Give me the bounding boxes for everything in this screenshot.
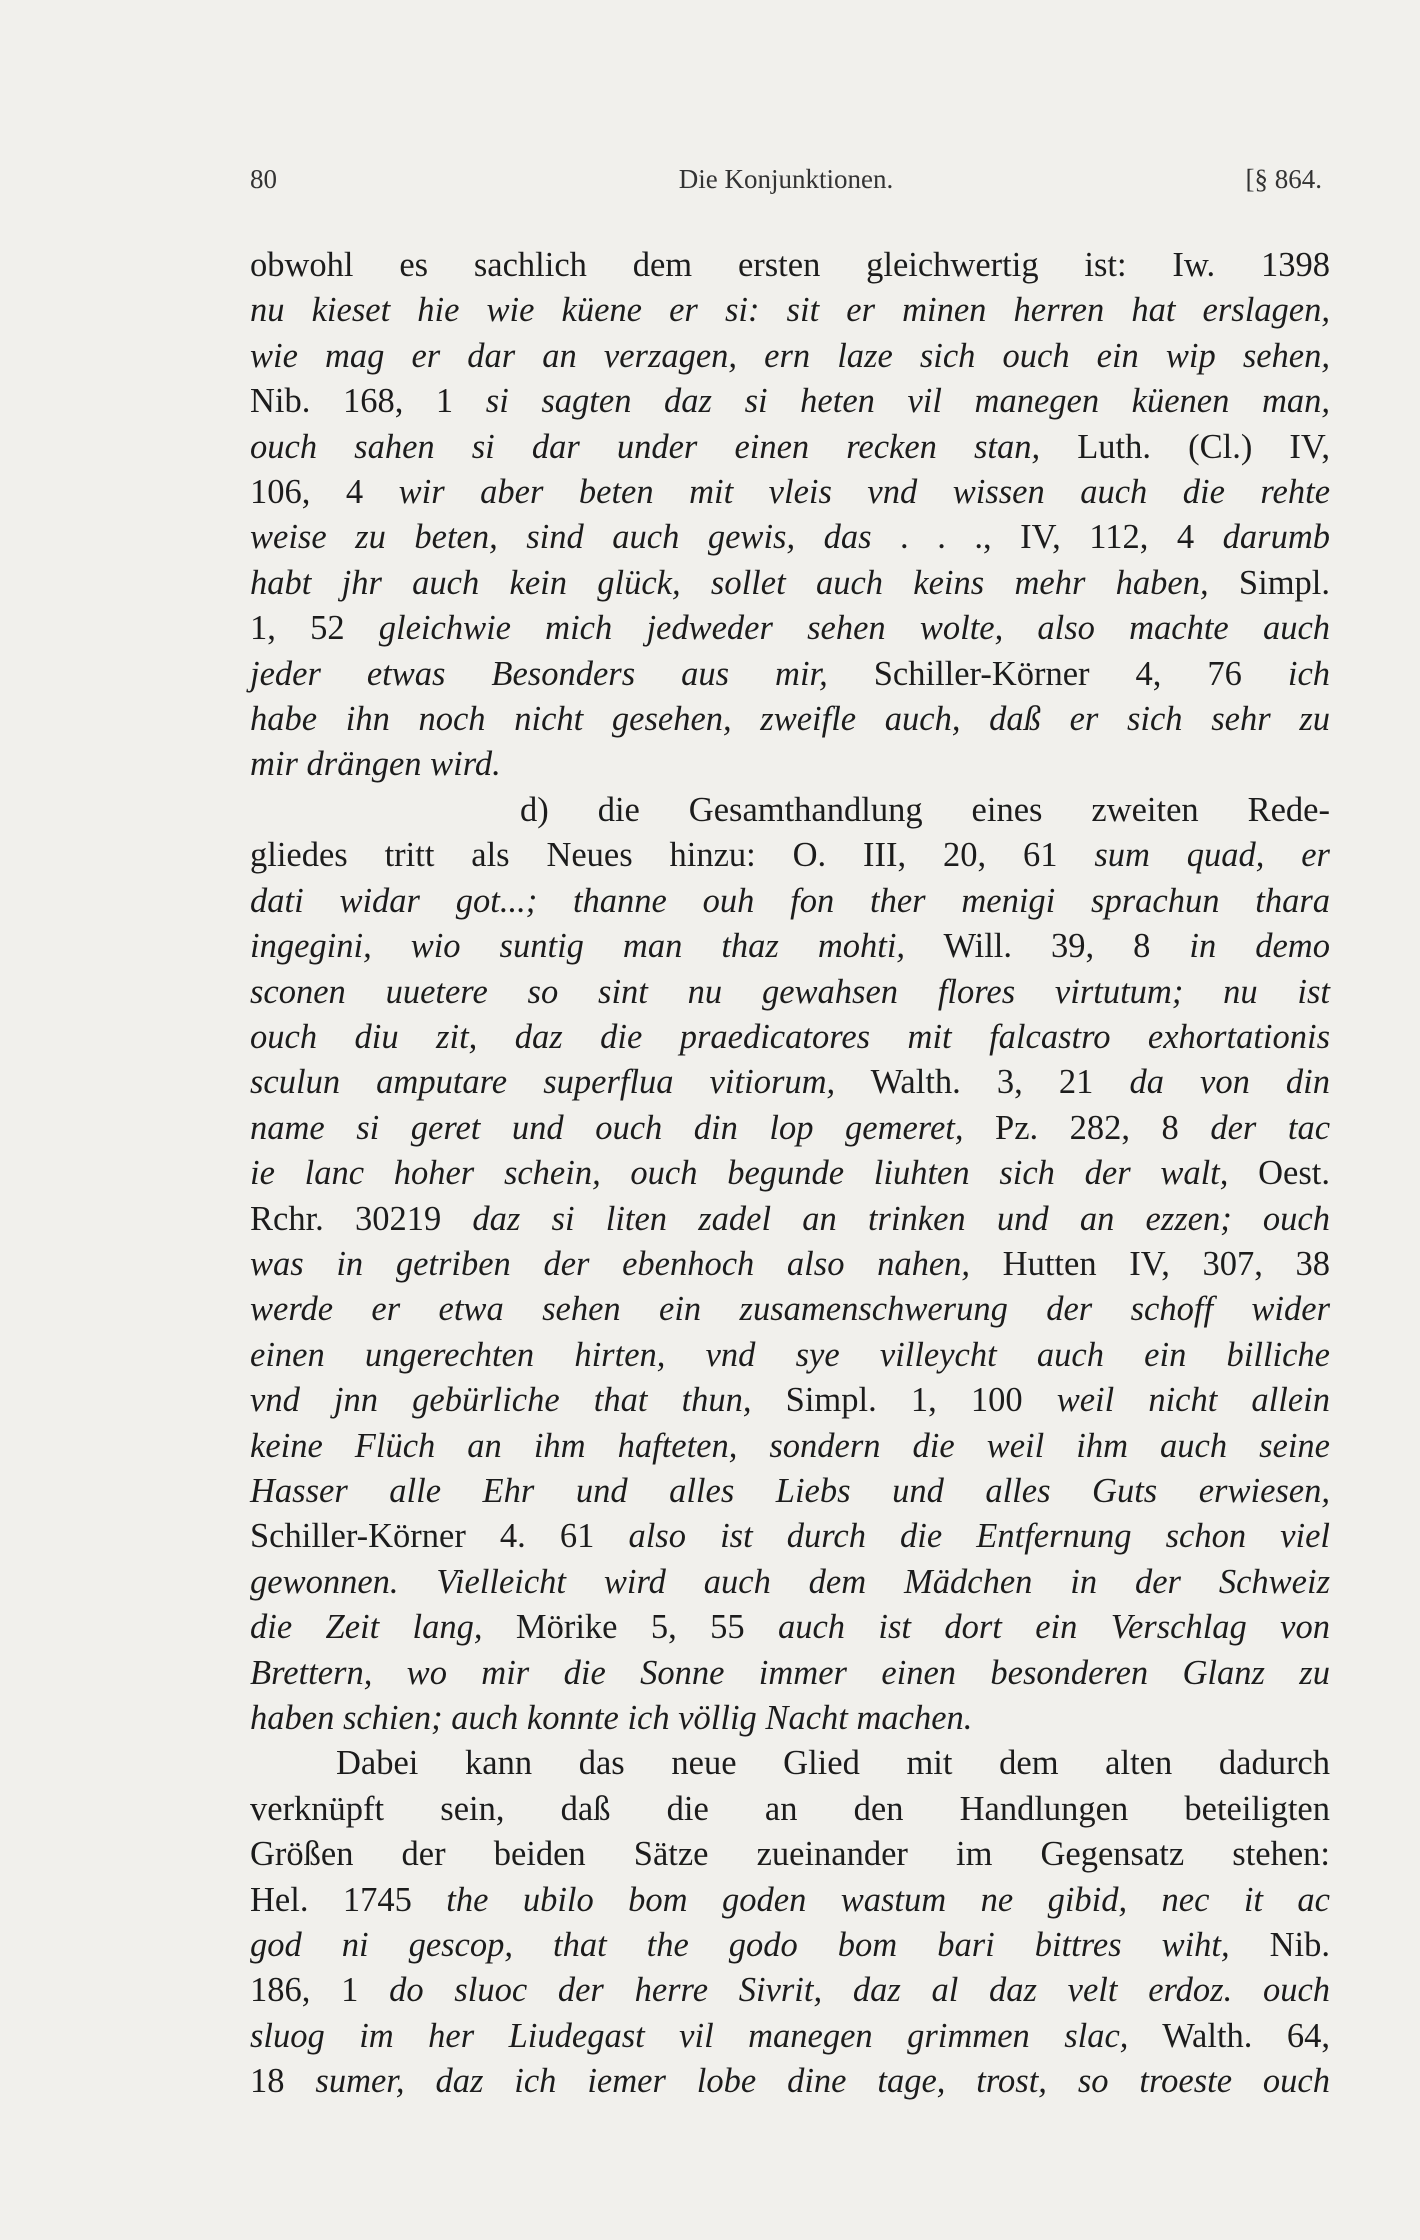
text-segment: Oest. [1228, 1154, 1330, 1193]
quotation-segment: sluog im her Liudegast vil manegen grimmen slac, [250, 2016, 1129, 2055]
text-line [250, 606, 1330, 651]
quotation-segment: in demo [1189, 927, 1330, 966]
text-segment: verknüpft sein, daß die an den Handlungen beteiligten [250, 1789, 1330, 1828]
text-line [250, 1696, 1330, 1741]
text-segment: Simpl. [1208, 563, 1330, 602]
text-line [250, 1878, 1330, 1923]
text-line [250, 1787, 1330, 1832]
text-line [250, 742, 1330, 787]
quotation-segment: gewonnen. Vielleicht wird auch dem Mädchen in der Schweiz [250, 1562, 1330, 1601]
text-segment: 186, 1 [250, 1971, 390, 2010]
text-segment: Walth. 64, [1128, 2016, 1330, 2055]
text-segment: Nib. [1229, 1926, 1331, 1965]
text-line [250, 1060, 1330, 1105]
quotation-segment: sculun amputare superflua vitiorum, [250, 1063, 836, 1102]
text-line [250, 334, 1330, 379]
text-line [250, 561, 1330, 606]
quotation-segment: si sagten daz si heten vil manegen küenen man, [485, 382, 1330, 421]
text-segment: Hutten IV, 307, 38 [970, 1244, 1330, 1283]
quotation-segment: Hasser alle Ehr und alles Liebs und alles Guts erwiesen, [250, 1471, 1330, 1510]
quotation-segment: habt jhr auch kein glück, sollet auch keins mehr haben, [250, 563, 1209, 602]
text-line [250, 425, 1330, 470]
quotation-segment: sumer, daz ich iemer lobe dine tage, trost, so troeste ouch [315, 2062, 1330, 2101]
text-segment: obwohl es sachlich dem ersten gleichwertig ist: Iw. 1398 [250, 246, 1330, 284]
quotation-segment: ie lanc hoher schein, ouch begunde liuhten sich der walt, [250, 1154, 1229, 1193]
text-segment: 106, 4 [250, 473, 399, 512]
text-line [250, 1015, 1330, 1060]
text-segment: 18 [250, 2062, 316, 2101]
text-line [250, 243, 1330, 288]
text-line [250, 1333, 1330, 1378]
quotation-segment: darumb [1222, 518, 1330, 557]
quotation-segment: auch ist dort ein Verschlag von [777, 1608, 1330, 1647]
text-line [250, 652, 1330, 697]
quotation-segment: ich [1287, 654, 1331, 693]
body-text [250, 243, 1330, 2105]
quotation-segment: nu kieset hie wie küene er si: sit er minen herren hat erslagen, [250, 291, 1330, 330]
quotation-segment: die Zeit lang, [250, 1608, 483, 1647]
text-line [250, 924, 1330, 969]
text-line [250, 1923, 1330, 1968]
quotation-segment: daz si liten zadel an trinken und an ezzen; ouch [472, 1199, 1330, 1238]
quotation-segment: einen ungerechten hirten, vnd sye villeycht auch ein billiche [250, 1335, 1330, 1374]
text-line [250, 1968, 1330, 2013]
text-segment: Will. 39, 8 [905, 927, 1190, 966]
text-segment: Dabei kann das neue Glied mit dem alten dadurch [336, 1744, 1330, 1783]
quotation-segment: wie mag er dar an verzagen, ern laze sich ouch ein wip sehen, [250, 336, 1330, 375]
quotation-segment: keine Flüch an ihm hafteten, sondern die weil ihm auch seine [250, 1426, 1330, 1465]
text-line [250, 1832, 1330, 1877]
quotation-segment: sconen uuetere so sint nu gewahsen flores virtutum; nu ist [250, 972, 1330, 1011]
text-line [250, 833, 1330, 878]
quotation-segment: sum quad, er [1094, 836, 1330, 875]
text-segment: Schiller-Körner 4, 76 [827, 654, 1288, 693]
quotation-segment: Brettern, wo mir die Sonne immer einen besonderen Glanz zu [250, 1653, 1330, 1692]
text-line [250, 1560, 1330, 1605]
quotation-segment: mir drängen wird. [250, 745, 501, 784]
text-line [250, 1605, 1330, 1650]
quotation-segment: ouch sahen si dar under einen recken stan, [250, 427, 1041, 466]
text-line [250, 970, 1330, 1015]
text-segment: Größen der beiden Sätze zueinander im Gegensatz stehen: [250, 1835, 1330, 1874]
text-segment: d) die Gesamthandlung eines zweiten Rede- [520, 790, 1330, 829]
chapter-title: Die Konjunktionen. [678, 164, 894, 194]
text-line [250, 515, 1330, 560]
text-segment: . . ., IV, 112, 4 [871, 518, 1223, 557]
text-line [250, 1106, 1330, 1151]
quotation-segment: also ist durch die Entfernung schon viel [628, 1517, 1331, 1556]
text-segment: Luth. (Cl.) IV, [1040, 427, 1330, 466]
quotation-segment: weise zu beten, sind auch gewis, das [250, 518, 872, 557]
text-line [250, 2014, 1330, 2059]
text-line [250, 1242, 1330, 1287]
text-line [250, 1469, 1330, 1514]
quotation-segment: do sluoc der herre Sivrit, daz al daz velt erdoz. ouch [389, 1971, 1331, 2010]
text-segment: Mörike 5, 55 [482, 1608, 778, 1647]
text-segment: Hel. 1745 [250, 1880, 447, 1919]
quotation-segment: ouch diu zit, daz die praedicatores mit falcastro exhortationis [250, 1017, 1330, 1056]
running-header [250, 164, 1322, 204]
text-segment: Pz. 282, 8 [963, 1108, 1211, 1147]
quotation-segment: der tac [1210, 1108, 1331, 1147]
quotation-segment: ingegini, wio suntig man thaz mohti, [250, 927, 906, 966]
quotation-segment: wir aber beten mit vleis vnd wissen auch die rehte [398, 473, 1331, 512]
quotation-segment: werde er etwa sehen ein zusamenschwerung der schoff wider [250, 1290, 1330, 1329]
text-line [250, 788, 1330, 833]
text-line [250, 1741, 1330, 1786]
text-segment: Schiller-Körner 4. 61 [250, 1517, 629, 1556]
text-segment: Simpl. 1, 100 [751, 1381, 1057, 1420]
quotation-segment: name si geret und ouch din lop gemeret, [250, 1108, 964, 1147]
text-line [250, 697, 1330, 742]
quotation-segment: god ni gescop, that the godo bom bari bittres wiht, [250, 1926, 1230, 1965]
quotation-segment: vnd jnn gebürliche that thun, [250, 1381, 752, 1420]
text-line [250, 379, 1330, 424]
text-line [250, 470, 1330, 515]
text-line [250, 1514, 1330, 1559]
quotation-segment: da von din [1129, 1063, 1331, 1102]
quotation-segment: was in getriben der ebenhoch also nahen, [250, 1244, 971, 1283]
text-segment: Walth. 3, 21 [835, 1063, 1130, 1102]
quotation-segment: habe ihn noch nicht gesehen, zweifle auch, daß er sich sehr zu [250, 700, 1330, 739]
text-segment: Nib. 168, 1 [250, 382, 486, 421]
quotation-segment: dati widar got...; thanne ouh fon ther menigi sprachun thara [250, 881, 1330, 920]
text-line [250, 1651, 1330, 1696]
section-marker: [§ 864. [1245, 164, 1322, 194]
text-line [250, 288, 1330, 333]
text-line [250, 879, 1330, 924]
quotation-segment: jeder etwas Besonders aus mir, [250, 654, 828, 693]
text-line [250, 2059, 1330, 2104]
quotation-segment: haben schien; auch konnte ich völlig Nacht machen. [250, 1699, 973, 1737]
text-line [250, 1424, 1330, 1469]
text-line [250, 1287, 1330, 1332]
text-line [250, 1197, 1330, 1242]
quotation-segment: gleichwie mich jedweder sehen wolte, also machte auch [378, 609, 1331, 648]
quotation-segment: weil nicht allein [1056, 1381, 1330, 1420]
text-segment: Rchr. 30219 [250, 1199, 473, 1238]
text-line [250, 1151, 1330, 1196]
page-number: 80 [250, 164, 277, 194]
quotation-segment: the ubilo bom goden wastum ne gibid, nec it ac [446, 1880, 1330, 1919]
text-segment: 1, 52 [250, 609, 379, 648]
text-segment: gliedes tritt als Neues hinzu: O. III, 20, 61 [250, 836, 1095, 875]
text-line [250, 1378, 1330, 1423]
